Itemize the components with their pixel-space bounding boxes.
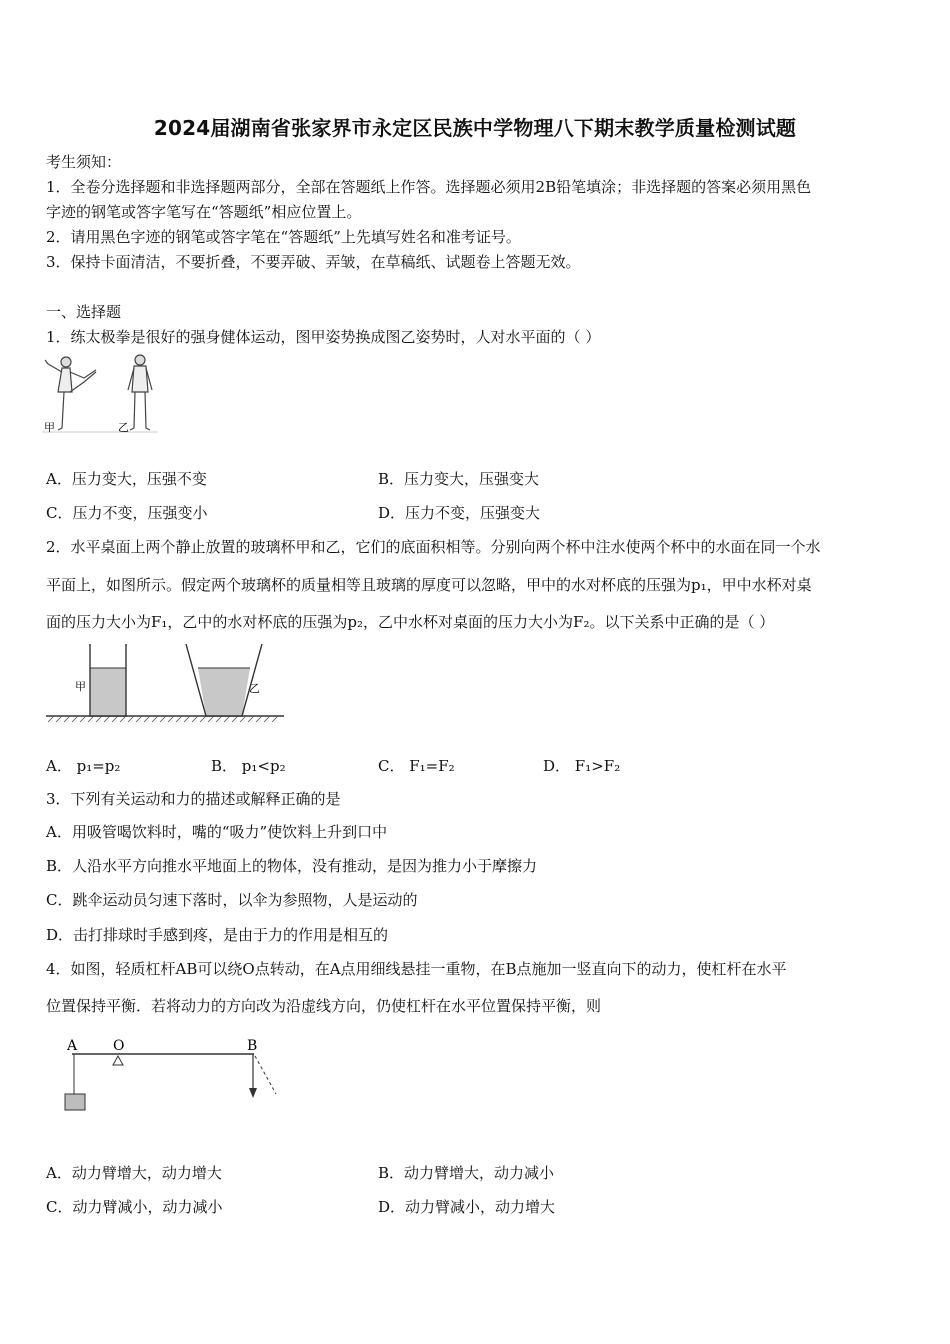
notice-line-2: 2．请用黑色字迹的钢笔或答字笔在“答题纸”上先填写姓名和准考证号。 <box>46 228 521 246</box>
notice-line-1b: 字迹的钢笔或答字笔写在“答题纸”相应位置上。 <box>46 203 362 221</box>
q2-fig-label-jia: 甲 <box>75 680 86 693</box>
q4-stem-line-2: 位置保持平衡．若将动力的方向改为沿虚线方向，仍使杠杆在水平位置保持平衡，则 <box>46 997 602 1015</box>
q4-fig-label-a: A <box>67 1038 78 1054</box>
notice-line-1a: 1．全卷分选择题和非选择题两部分，全部在答题纸上作答。选择题必须用2B铅笔填涂；非选择题的答案必须用黑色 <box>46 178 812 196</box>
q3-stem: 3．下列有关运动和力的描述或解释正确的是 <box>46 790 341 808</box>
notice-line-3: 3．保持卡面清洁，不要折叠，不要弄破、弄皱，在草稿纸、试题卷上答题无效。 <box>46 253 581 271</box>
q2-option-d[interactable]: D． F₁>F₂ <box>543 757 621 775</box>
q4-option-c[interactable]: C．动力臂减小，动力减小 <box>46 1198 223 1216</box>
q2-option-a[interactable]: A． p₁=p₂ <box>46 757 121 775</box>
q1-taiji-figure <box>40 352 170 436</box>
q3-option-d[interactable]: D．击打排球时手感到疼，是由于力的作用是相互的 <box>46 926 389 944</box>
q4-fig-label-b: B <box>247 1038 258 1054</box>
q2-cups-figure <box>46 642 286 728</box>
q3-option-a[interactable]: A．用吸管喝饮料时，嘴的“吸力”使饮料上升到口中 <box>46 823 388 841</box>
q2-fig-label-yi: 乙 <box>249 682 260 695</box>
figure-jia-person <box>45 357 96 430</box>
q3-option-b[interactable]: B．人沿水平方向推水平地面上的物体，没有推动，是因为推力小于摩擦力 <box>46 857 538 875</box>
q1-option-a[interactable]: A．压力变大，压强不变 <box>46 470 207 488</box>
section-heading: 一、选择题 <box>46 303 122 321</box>
q2-stem-line-3: 面的压力大小为F₁，乙中的水对杯底的压强为p₂，乙中水杯对桌面的压力大小为F₂。以下关系中正确的是（ ） <box>46 613 775 631</box>
q1-option-b[interactable]: B．压力变大，压强变大 <box>378 470 540 488</box>
notice-heading: 考生须知： <box>46 153 122 171</box>
q4-fig-label-o: O <box>113 1038 125 1054</box>
q4-option-d[interactable]: D．动力臂减小，动力增大 <box>378 1198 556 1216</box>
q1-fig-label-yi: 乙 <box>118 421 129 434</box>
q4-option-a[interactable]: A．动力臂增大，动力增大 <box>46 1164 222 1182</box>
q1-option-d[interactable]: D．压力不变，压强变大 <box>378 504 541 522</box>
page-title: 2024届湖南省张家界市永定区民族中学物理八下期末教学质量检测试题 <box>153 116 797 140</box>
q4-lever-figure <box>62 1036 292 1116</box>
q1-option-c[interactable]: C．压力不变，压强变小 <box>46 504 208 522</box>
q4-option-b[interactable]: B．动力臂增大，动力减小 <box>378 1164 555 1182</box>
q1-stem: 1．练太极拳是很好的强身健体运动，图甲姿势换成图乙姿势时，人对水平面的（ ） <box>46 328 601 346</box>
q2-option-c[interactable]: C． F₁=F₂ <box>378 757 455 775</box>
q3-option-c[interactable]: C．跳伞运动员匀速下落时，以伞为参照物，人是运动的 <box>46 891 418 909</box>
q2-stem-line-1: 2．水平桌面上两个静止放置的玻璃杯甲和乙，它们的底面积相等。分别向两个杯中注水使两个杯中的水面在同一个水 <box>46 538 821 556</box>
figure-yi-person <box>128 355 152 430</box>
q1-fig-label-jia: 甲 <box>44 421 55 434</box>
q2-option-b[interactable]: B． p₁<p₂ <box>211 757 286 775</box>
q2-stem-line-2: 平面上，如图所示。假定两个玻璃杯的质量相等且玻璃的厚度可以忽略，甲中的水对杯底的压强为p₁，甲中水杯对桌 <box>46 576 812 594</box>
q4-stem-line-1: 4．如图，轻质杠杆AB可以绕O点转动，在A点用细线悬挂一重物，在B点施加一竖直向下的动力，使杠杆在水平 <box>46 960 787 978</box>
